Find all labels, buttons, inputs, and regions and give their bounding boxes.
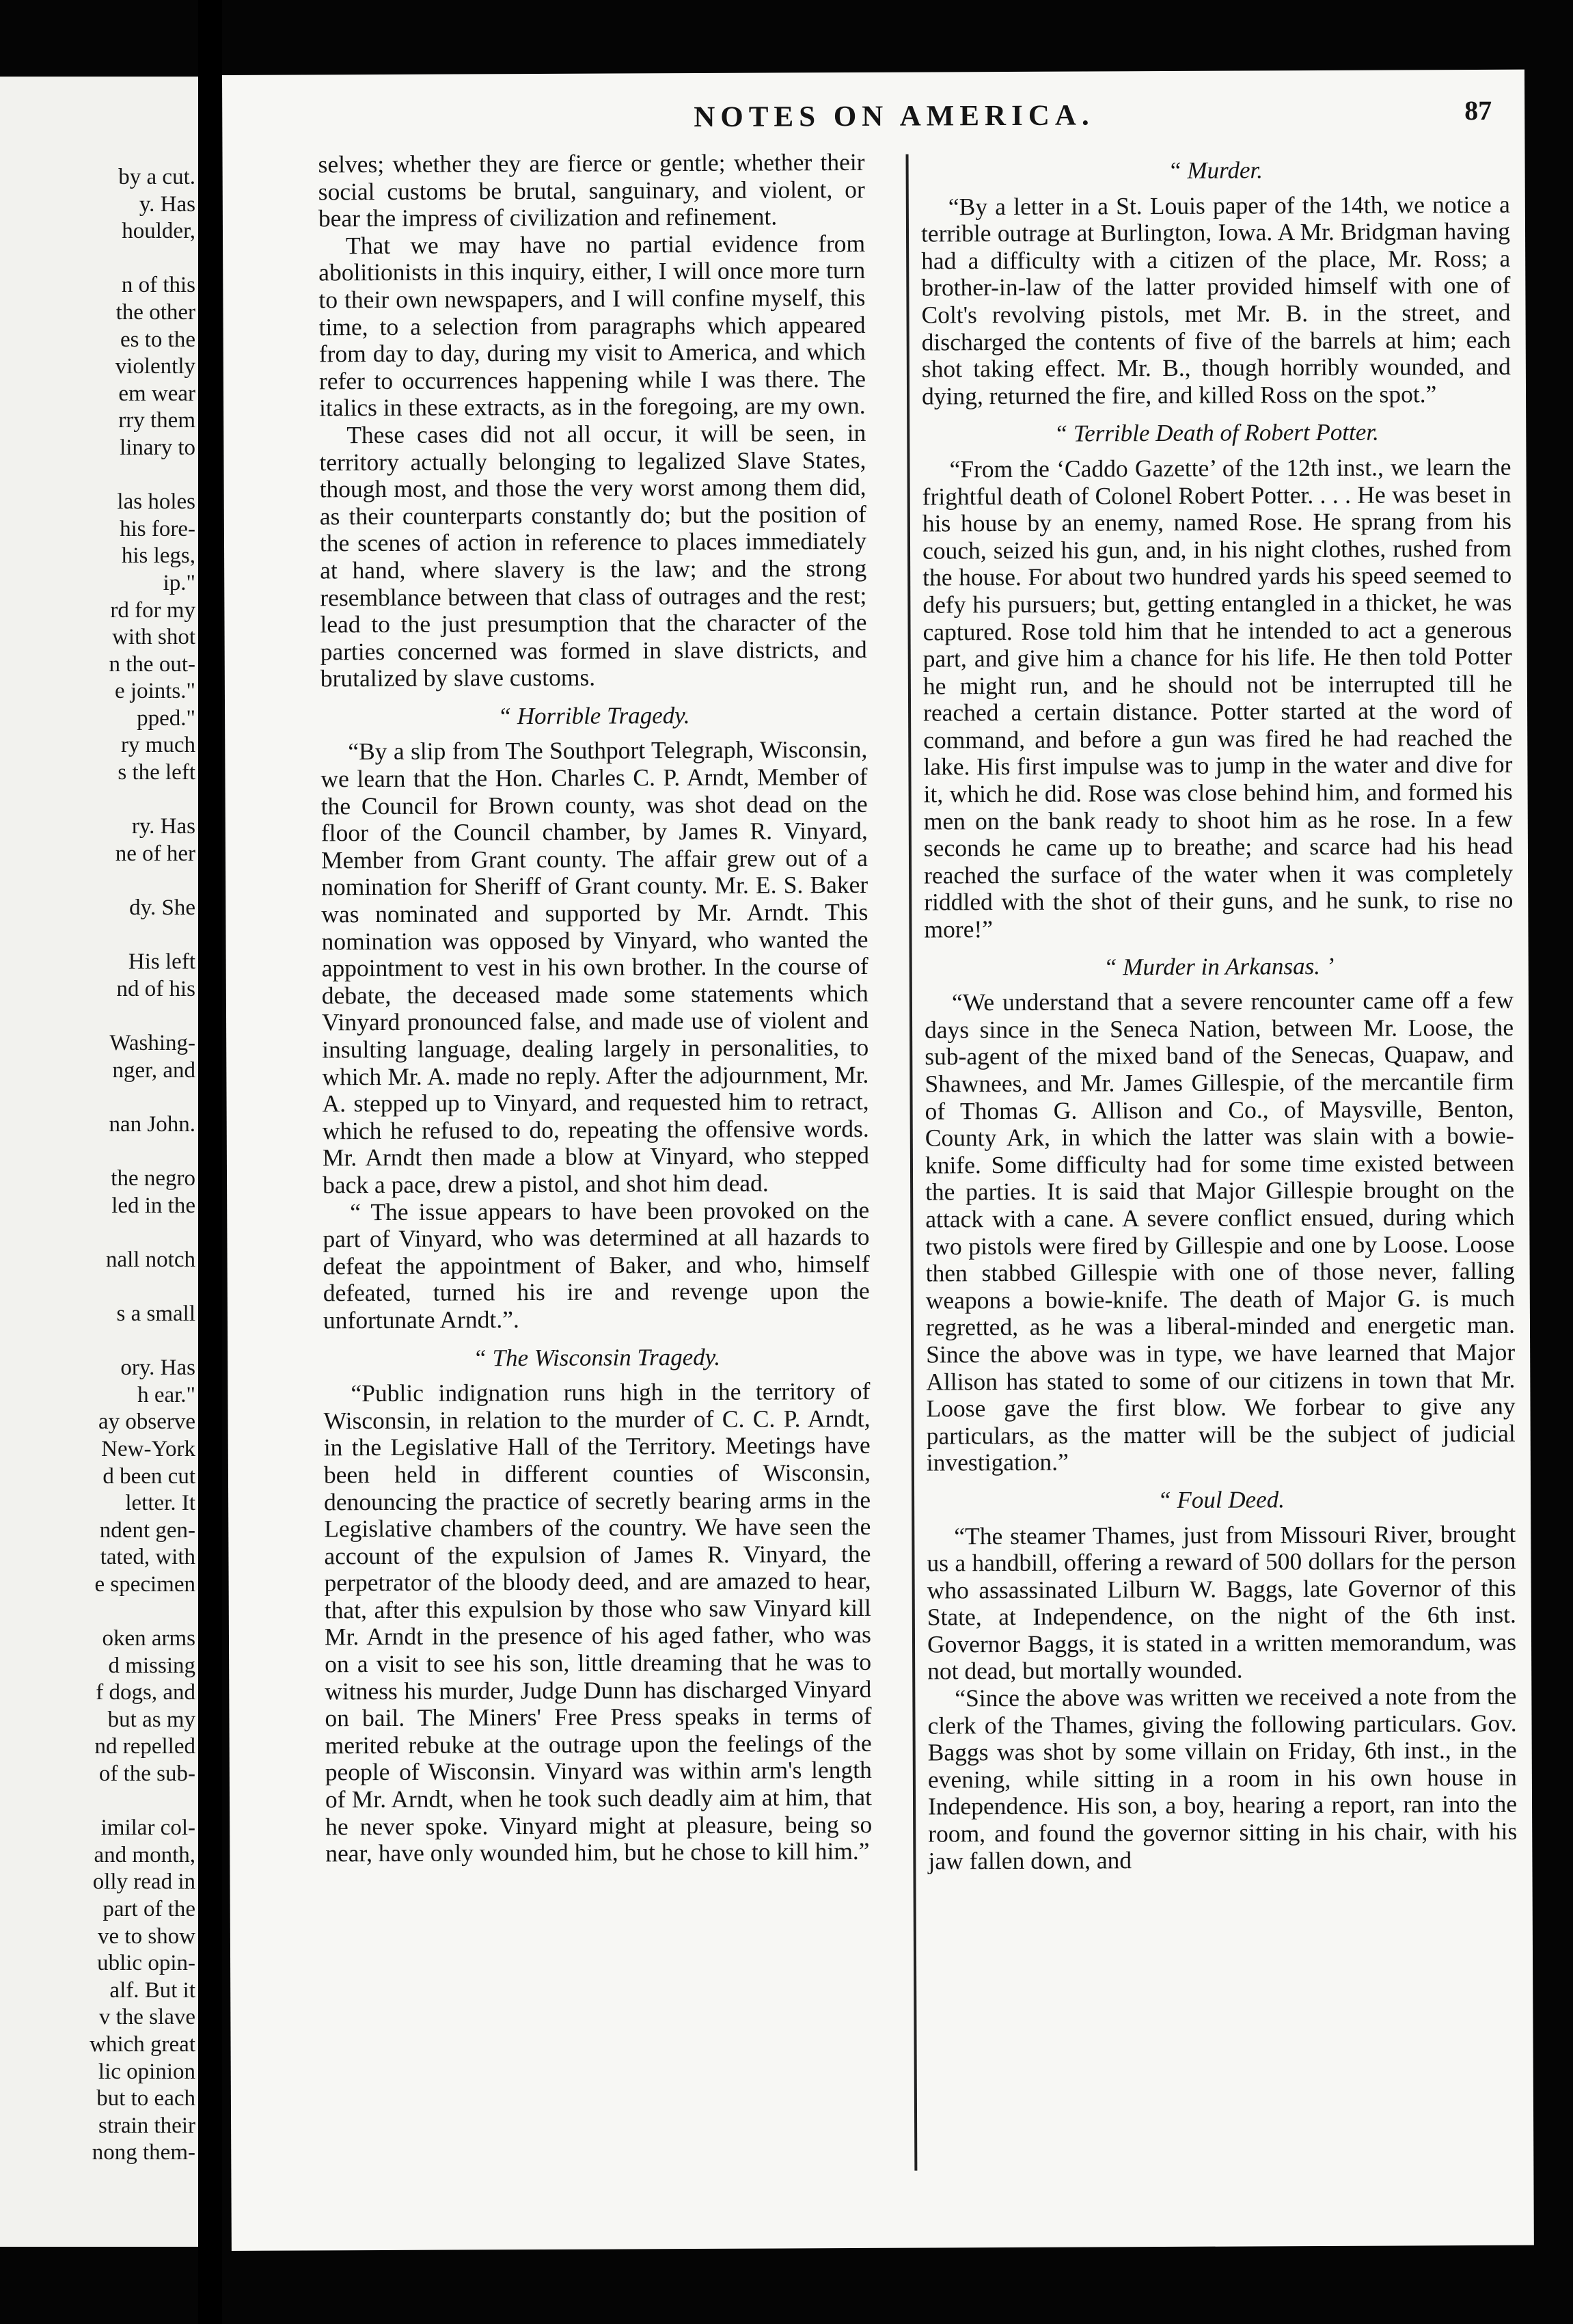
left-fragment-line: and month, [94, 1842, 195, 1867]
left-fragment-line [0, 462, 198, 489]
left-fragment-line: e joints." [115, 679, 195, 704]
left-fragment-line: ublic opin- [97, 1951, 195, 1976]
article-heading: “ The Wisconsin Tragedy. [473, 1343, 721, 1371]
left-fragment-line: ory. Has [120, 1355, 195, 1381]
paragraph: That we may have no partial evidence from abolitionists in this inquiry, either, I will once more turn to their own newspapers, and I will confine myself, this time, to a selection from paragraphs which appeared from day to day, during my visit to America, and which refer to occurrences happening while I was there. The italics in these extracts, as in the foregoing, are my own. [318, 229, 866, 422]
left-fragment-line: rd for my [110, 597, 195, 623]
paragraph: “Since the above was written we received a note from the clerk of the Thames, giving the following particulars. Gov. Baggs was shot by some villain on Friday, 6th inst., in the evening, while sitting in a room in his own house in Independence. His son, a boy, hearing a report, ran into the room, and found the governor sitting in his chair, with his jaw fallen down, and [927, 1681, 1518, 1875]
left-fragment-line: violently [115, 354, 195, 379]
left-fragment-line: ry much [120, 733, 195, 758]
paragraph: “Public indignation runs high in the territory of Wisconsin, in relation to the murder of C. C. P. Arndt, in the Legislative Hall of the Territory. Meetings have been held in different counties of Wisconsin, denouncing the practice of secretly bearing arms in the Legislative chambers of the country. We have seen the account of the expulsion of James R. Vinyard, the perpetrator of the bloody deed, and are amazed to hear, that, after this expulsion by those who saw Vinyard kill Mr. Arndt in the presence of his aged father, who was on a visit to see his son, little dreaming that he was to witness his murder, Judge Dunn has discharged Vinyard on bail. The Miners' Free Press speaks in terms of merited rebuke at the outrage upon the feelings of the people of Wisconsin. Vinyard was within arm's length of Mr. Arndt, when he took such deadly aim at him, that he never spoke. Vinyard might at pleasure, being so near, have only wounded him, but he chose to kill him.” [323, 1377, 873, 1867]
left-fragment-line: pped." [137, 705, 195, 731]
left-fragment-line [0, 1084, 198, 1111]
left-fragment-line: his fore- [120, 516, 195, 541]
left-fragment-line: but to each [96, 2086, 195, 2111]
paragraph: These cases did not all occur, it will be seen, in territory actually belonging to legalized Slave States, though most, and those the very worst among them did, as their counterparts constantly do; but the position of the scenes of action in reference to places immediately at hand, where slavery is the law; and the strong resemblance between that class of outrages and the rest; lead to the just presumption that the character of the parties concerned was formed in slave districts, and brutalized by slave customs. [319, 418, 867, 692]
left-fragment-line: alf. But it [109, 1977, 195, 2003]
left-fragment-line: ip." [163, 570, 195, 595]
left-fragment-line: las holes [117, 489, 195, 515]
paragraph: selves; whether they are fierce or gentle; whether their social customs be brutal, sanguinary, and violent, or bear the impress of civilization and refinement. [318, 148, 865, 232]
left-fragment-line: d been cut [102, 1463, 195, 1489]
left-page-fragments [0, 164, 198, 2167]
left-fragment-line: by a cut. [118, 165, 195, 189]
left-fragment-line: oken arms [102, 1626, 195, 1651]
left-fragment-line: rry them [118, 408, 195, 433]
article-heading: “ Murder. [1168, 157, 1263, 184]
left-fragment-line: the other [115, 299, 195, 325]
left-fragment-line: letter. It [125, 1491, 195, 1516]
column-rule [906, 154, 918, 2171]
left-fragment-line: nger, and [112, 1057, 195, 1083]
left-fragment-line: ry. Has [131, 814, 195, 839]
left-fragment-line [0, 922, 198, 949]
left-fragment-line [0, 787, 198, 814]
left-fragment-line: s the left [118, 760, 195, 785]
left-fragment-line: y. Has [139, 191, 195, 217]
left-fragment-line: tated, with [100, 1545, 195, 1570]
paragraph: “By a letter in a St. Louis paper of the 14th, we notice a terrible outrage at Burlington, Iowa. A Mr. Bridgman having had a difficulty with a citizen of the place, Mr. Ross; a brother-in-law of the latter provided himself with one of Colt's revolving pistols, met Mr. B. in the street, and discharged the contents of five of the barrels at him; each shot taking effect. Mr. B., though horribly wounded, and dying, returned the fire, and killed Ross on the spot.” [920, 190, 1511, 410]
left-fragment-line: which great [90, 2031, 195, 2057]
left-fragment-line: ndent gen- [99, 1517, 195, 1543]
left-fragment-line: nan John. [109, 1111, 195, 1137]
left-fragment-line: led in the [111, 1193, 195, 1218]
running-title: NOTES ON AMERICA. [694, 99, 1095, 133]
left-fragment-line: houlder, [122, 219, 195, 244]
left-fragment-line: e specimen [94, 1571, 195, 1597]
left-page [0, 77, 198, 2247]
left-fragment-line [0, 1219, 198, 1247]
left-fragment-line: n the out- [109, 651, 195, 677]
left-fragment-line: imilar col- [100, 1815, 195, 1841]
right-column [920, 146, 1517, 1875]
paragraph: “By a slip from The Southport Telegraph, Wisconsin, we learn that the Hon. Charles C. P. Arndt, Member of the Council for Brown county, was shot dead on the floor of the Council chamber, by James R. Vinyard, Member from Grant county. The affair grew out of a nomination for Sheriff of Grant county. Mr. E. S. Baker was nominated and supported by Mr. Arndt. This nomination was opposed by Vinyard, who wanted the appointment to vest in his own brother. In the course of debate, the deceased made some statements which Vinyard pronounced false, and made use of violent and insulting language, dealing largely in personalities, to which Mr. A. made no reply. After the adjournment, Mr. A. stepped up to Vinyard, and requested him to retract, which he refused to do, repeating the offensive words. Mr. Arndt then made a blow at Vinyard, who stepped back a pace, drew a pistol, and shot him dead. [320, 735, 869, 1199]
article-heading: “ Murder in Arkansas. ’ [1103, 952, 1335, 981]
left-fragment-line [0, 1598, 198, 1625]
right-page [222, 70, 1534, 2251]
left-fragment-line: nd repelled [94, 1734, 195, 1759]
left-fragment-line: ay observe [98, 1409, 195, 1435]
left-fragment-line: linary to [120, 435, 195, 460]
left-fragment-line [0, 245, 198, 273]
left-fragment-line: part of the [102, 1897, 195, 1921]
left-fragment-line: ve to show [98, 1923, 195, 1949]
left-fragment-line: dy. She [129, 895, 195, 921]
left-fragment-line [0, 1003, 198, 1030]
left-fragment-line: v the slave [98, 2005, 195, 2030]
left-fragment-line [0, 1273, 198, 1301]
left-fragment-line: the negro [111, 1165, 195, 1191]
left-fragment-line: His left [128, 949, 195, 975]
page-number: 87 [1464, 94, 1492, 126]
left-fragment-line: but as my [107, 1707, 195, 1732]
article-heading: “ Terrible Death of Robert Potter. [1054, 418, 1379, 448]
left-fragment-line: n of this [121, 273, 195, 298]
left-fragment-line: nong them- [92, 2140, 195, 2165]
paragraph: “We understand that a severe rencounter came off a few days since in the Seneca Nation, between Mr. Loose, the sub-agent of the mixed band of the Senecas, Quapaw, and Shawnees, and Mr. James Gillespie, of the mercantile firm of Thomas G. Allison and Co., of Maysville, Benton, County Ark, in which the latter was slain with a bowie-knife. Some difficulty had for some time existed between the parties. It is said that Major Gillespie brought on the attack with a cane. A severe conflict ensued, during which two pistols were fired by Gillespie and one by Loose. Loose then stabbed Gillespie with one of those never, falling weapons a bowie-knife. The death of Major G. is much regretted, as he was a liberal-minded and energetic man. Since the above was in type, we have learned that Major Allison has stated to some of our citizens in town that Mr. Loose gave the first blow. We forbear to give any particulars, as the matter will be the subject of judicial investigation.” [925, 986, 1516, 1476]
left-fragment-line: his legs, [121, 543, 195, 569]
left-fragment-line: d missing [108, 1653, 195, 1678]
paragraph: “ The issue appears to have been provoked on the part of Vinyard, who was determined at all hazards to defeat the appointment of Baker, and who, himself defeated, turned his ire and revenge upon the unfortunate Arndt.”. [323, 1195, 870, 1334]
left-fragment-line: f dogs, and [96, 1680, 195, 1705]
left-fragment-line: olly read in [92, 1869, 195, 1895]
paragraph: “The steamer Thames, just from Missouri River, brought us a handbill, offering a reward of 500 dollars for the person who assassinated Lilburn W. Baggs, late Governor of this State, at Independence, on the night of the 6th inst. Governor Baggs, it is stated in a written memorandum, was not dead, but mortally wounded. [927, 1519, 1517, 1685]
left-column [318, 149, 872, 1867]
article-heading: “ Foul Deed. [1158, 1486, 1285, 1513]
left-fragment-line: lic opinion [98, 2059, 195, 2084]
left-fragment-line: em wear [118, 381, 195, 406]
left-fragment-line: nd of his [116, 976, 195, 1001]
left-fragment-line: Washing- [109, 1031, 195, 1055]
left-fragment-line [0, 1138, 198, 1165]
left-fragment-line: ne of her [115, 841, 195, 866]
left-fragment-line: of the sub- [98, 1761, 195, 1787]
left-fragment-line [0, 1788, 198, 1815]
left-fragment-line [0, 1328, 198, 1355]
article-heading: “ Horrible Tragedy. [497, 701, 690, 730]
paragraph: “From the ‘Caddo Gazette’ of the 12th inst., we learn the frightful death of Colonel Robert Potter. . . . He was beset in his house by an enemy, named Rose. He sprang from his couch, seized his gun, and, in his night clothes, rushed from the house. For about two hundred yards his speed seemed to defy his pursuers; but, getting entangled in a thicket, he was captured. Rose told him that he intended to act a generous part, and give him a chance for his life. He then told Potter he might run, and he should not be interrupted till he reached a certain distance. Potter started at the word of command, and before a gun was fired he had reached the lake. His first impulse was to jump in the water and dive for it, which he did. Rose was close behind him, and formed his men on the bank ready to shoot him as he rose. In a few seconds he came up to breathe; and scarce had his head reached the surface of the water when it was completely riddled with the shot of their guns, and he sunk, to rise no more!” [922, 452, 1514, 943]
left-fragment-line: New-York [101, 1436, 195, 1461]
left-fragment-line: h ear." [137, 1382, 195, 1407]
book-fold [198, 0, 222, 2324]
left-fragment-line [0, 867, 198, 895]
left-fragment-line: with shot [112, 625, 195, 650]
left-fragment-line: s a small [116, 1301, 195, 1326]
left-fragment-line: es to the [120, 327, 195, 352]
left-fragment-line: nall notch [105, 1247, 195, 1272]
left-fragment-line: strain their [98, 2113, 195, 2138]
